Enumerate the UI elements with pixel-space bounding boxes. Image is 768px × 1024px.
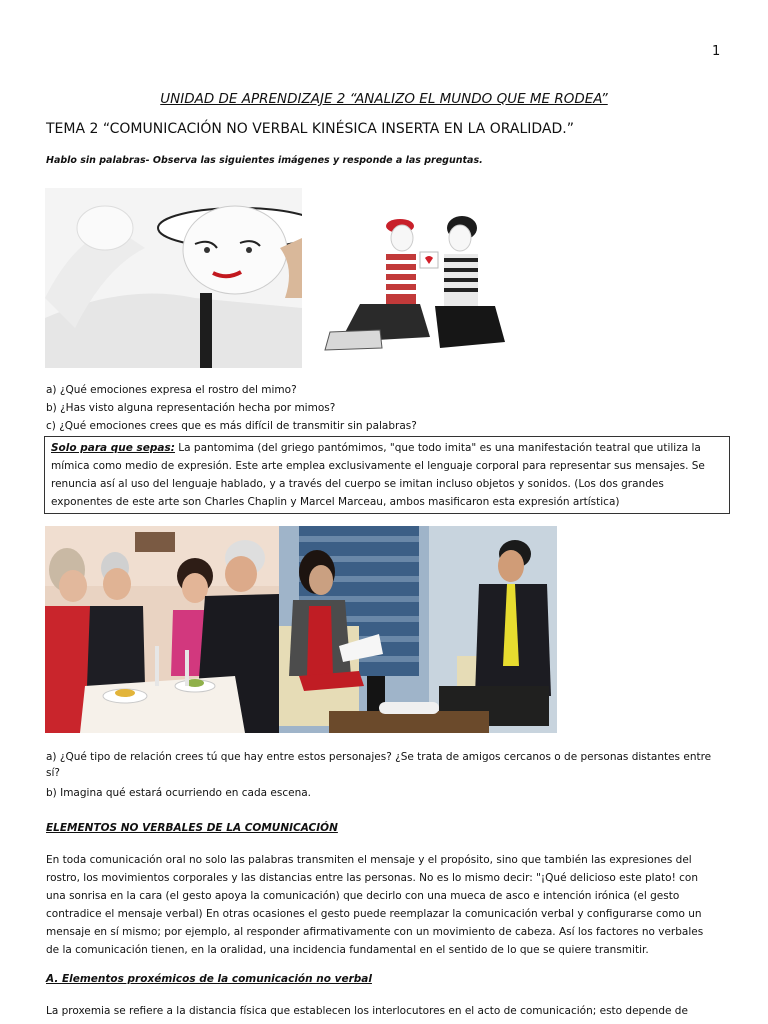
mimes-couple-photo [320,212,532,358]
question-2a: a) ¿Qué tipo de relación crees tú que hay entre estos personajes? ¿Se trata de amigos cercanos o de personas distantes entre sí? [46,751,712,779]
tema-title: TEMA 2 “COMUNICACIÓN NO VERBAL KINÉSICA INSERTA EN LA ORALIDAD.” [46,121,574,137]
question-1c: c) ¿Qué emociones crees que es más difícil de transmitir sin palabras? [46,420,417,432]
info-box-lead: Solo para que sepas: [51,442,175,454]
question-1b: b) ¿Has visto alguna representación hecha por mimos? [46,402,336,414]
section-paragraph: En toda comunicación oral no solo las palabras transmiten el mensaje y el propósito, sino que también las expresiones del rostro, los movimientos corporales y las distancias entre las personas. No es lo mismo decir: "¡Qué delicioso este plato! con una sonrisa en la cara (el gesto apoya la comunicación) que decirlo con una mueca de asco e intención irónica (el gesto contradice el mensaje verbal) En otras ocasiones el gesto puede reemplazar la comunicación verbal y configurarse como un mensaje en sí mismo; por ejemplo, al responder afirmativamente con un movimiento de cabeza. Así los factores no verbales de la comunicación tienen, en la oralidad, una incidencia fundamental en el sentido de lo que se quiere transmitir. [46,854,704,956]
subsection-heading: A. Elementos proxémicos de la comunicación no verbal [46,973,372,985]
final-paragraph: La proxemia se refiere a la distancia física que establecen los interlocutores en el acto de comunicación; esto depende de [46,1005,688,1017]
unit-title: UNIDAD DE APRENDIZAJE 2 “ANALIZO EL MUNDO QUE ME RODEA” [160,91,608,107]
question-1a: a) ¿Qué emociones expresa el rostro del mimo? [46,384,297,396]
interview-photo [279,526,557,733]
info-box-text: La pantomima (del griego pantómimos, "que todo imita" es una manifestación teatral que utiliza la mímica como medio de expresión. Este arte emplea exclusivamente el lenguaje corporal para representar sus mensajes. Se renuncia así al uso del lenguaje hablado, y a través del cuerpo se imitan incluso objetos y sonidos. (Los dos grandes exponentes de este arte son Charles Chaplin y Marcel Marceau, ambos masificaron esta expresión artística) [51,442,705,508]
page-number: 1 [712,44,721,59]
dinner-photo [45,526,279,733]
instructions: Hablo sin palabras- Observa las siguientes imágenes y responde a las preguntas. [46,155,483,166]
section-heading: ELEMENTOS NO VERBALES DE LA COMUNICACIÓN [46,822,338,834]
question-2b: b) Imagina qué estará ocurriendo en cada escena. [46,787,312,799]
mime-photo [45,188,302,368]
info-box [44,436,730,514]
